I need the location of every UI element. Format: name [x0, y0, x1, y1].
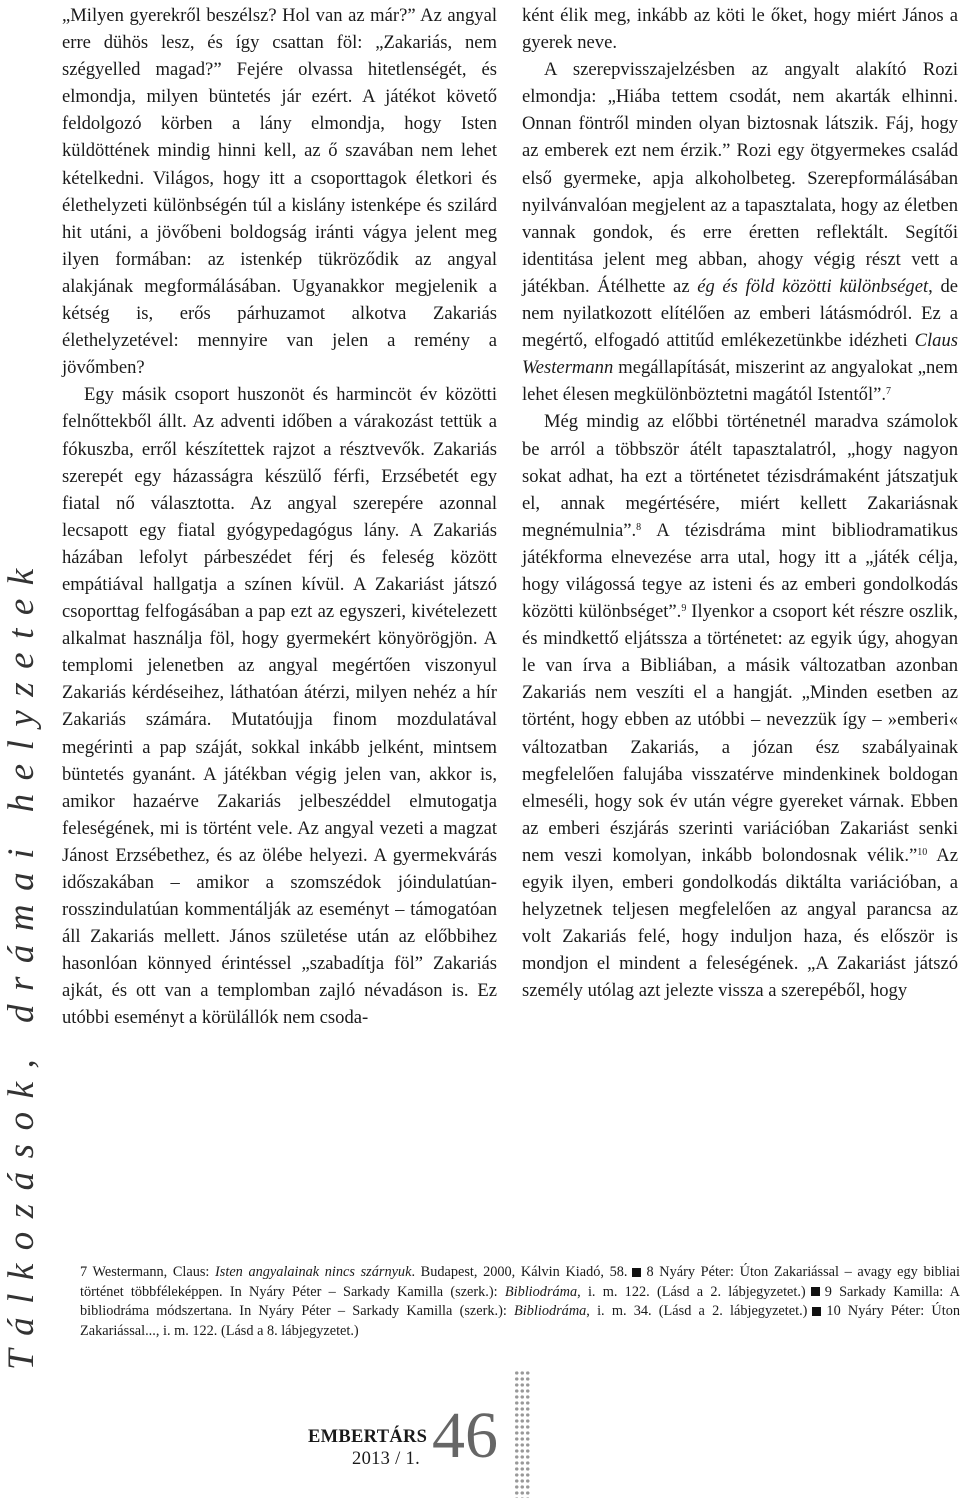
text-run: A tézisdráma mint bibliodramatikus játékforma elnevezése arra utal, hogy itt a „játék célja, hogy világossá tegye az isteni és az emberi gondolkodás közötti különbséget”.	[522, 519, 958, 623]
square-bullet-icon	[811, 1287, 820, 1296]
paragraph: „Milyen gyerekről beszélsz? Hol van az már?” Az angyal erre dühös lesz, és így csattan föl: „Zakariás, nem szégyelled magad?” Fejére olvassa hitetlenségét, és elmondja, milyen büntetés jár ezért. A játékot követő feldolgozó körben a lány elmondja, hogy Isten küldöttének mindig hinni kell, az ő szavában nem lehet kételkedni. Világos, hogy itt a csoporttagok életkori és élethelyzeti különbségén túl a kislány istenképe és szilárd hit utáni, a jövőbeni boldogság iránti vágya jelent meg ilyen formában: az istenkép tükröződik az angyal alakjának megformálásában. Ugyanakkor megjelenik a kétség is, erős párhuzamot alkotva Zakariás élethelyzetével: mennyire van jelen a remény a jövőmben?	[62, 5, 497, 379]
footnote-text: 7 Westermann, Claus:	[80, 1264, 216, 1280]
footnote-10: 10 Nyáry Péter: Úton Zakariással..., i. m. 122. (Lásd a 8. lábjegyzetet.)	[80, 1303, 960, 1339]
page-number: 46	[432, 1399, 498, 1472]
footnote-text: . Budapest, 2000, Kálvin Kiadó, 58.	[411, 1264, 628, 1280]
right-column	[522, 2, 958, 1004]
footnote-7	[80, 1264, 627, 1280]
footnote-ref[interactable]: 10	[917, 846, 928, 858]
footnote-title: Isten angyalainak nincs szárnyuk	[215, 1264, 412, 1280]
paragraph	[522, 56, 958, 408]
footnote-title: Bibliodráma	[514, 1303, 587, 1320]
section-title-vertical: Tálkozások, drámai helyzetek	[1, 555, 42, 1370]
magazine-label	[308, 1426, 428, 1470]
dot-pattern-decoration	[514, 1370, 530, 1498]
magazine-title: EMBERTÁRS	[308, 1427, 428, 1447]
emphasis: ég és föld közötti különbséget	[697, 275, 929, 297]
paragraph: Egy másik csoport huszonöt és harmincöt év közötti felnőttekből állt. Az adventi időben a várakozást tettük a fókuszba, erről készítettek rajzot a résztvevők. Zakariás szerepét egy házasságra készülő férfi, Erzsébetét egy fiatal nő választotta. Az angyal szerepére azonnal lecsapott egy fiatal gyógypedagógus lány. A Zakariás házában lefolyt párbeszédet férj és feleség között empátiával hallgatja a színen kívül. A Zakariást játszó csoporttag felfogásában a pap ezt az egyszeri, kivételezett alkalmat használja föl, hogy gyermekért könyörögjön. A templomi jelenetben az angyal megértően viszonyul Zakariás kérdéseihez, láthatóan átérzi, milyen nehéz a hír Zakariás számára. Mutatóujja finom mozdulatával megérinti a pap száját, sokkal inkább jelként, mintsem büntetés gyanánt. A játékban végig jelen van, akkor is, amikor hazaérve Zakariás jelbeszéddel elmutogatja feleségének, mi is történt vele. Az angyal vezeti a magzat Jánost Erzsébethez, és az ölébe helyezi. A gyermekvárás időszakában – amikor a szomszédok jóindulatúan-rosszindulatúan kommentálják az eseményt – támogatóan áll Zakariás mellett. János születése után az előbbihez hasonlóan könnyed érintéssel „szabadítja föl” Zakariás ajkát, és ott van a templomban zajló névadáson is. Ez utóbbi eseményt a körülállók nem csoda-	[62, 384, 497, 1029]
text-run: Még mindig az előbbi történetnél maradva számolok be arról a többször átélt tapasztalatról, „hogy nagyon sokat adhat, ha ezt a történetet tézisdrámaként játszatjuk el, annak megértésére, miért kellett Zakariásnak megnémulnia”.	[522, 411, 958, 541]
square-bullet-icon	[632, 1268, 641, 1277]
paragraph: ként élik meg, inkább az köti le őket, hogy miért János a gyerek neve.	[522, 5, 958, 54]
text-run: A szerepvisszajelzésben az angyalt alakító Rozi elmondja: „Hiába tettem csodát, nem akarták elhinni. Onnan föntről minden olyan biztosnak látszik. Fáj, hogy az emberek ezt nem érzik.” Rozi egy ötgyermekes család első gyermeke, apja alkoholbeteg. Szerepformálásában nyilvánvalóan megjelent az a tapasztalata, hogy az életben vannak gondok, és erre éretten reflektált. Segítői identitása jelent meg abban, ahogy végig részt vett a játékban. Átélhette az	[522, 59, 958, 297]
issue-number: 2013 / 1.	[352, 1449, 420, 1469]
footnote-text: , i. m. 34. (Lásd a 2. lábjegyzetet.)	[586, 1303, 808, 1320]
footnote-text: 8 Nyáry Péter: Úton Zakariással – avagy egy bibliai történet többféleképpen. In Nyáry Péter – Sarkady Kamilla (szerk.):	[80, 1264, 960, 1300]
footnote-ref[interactable]: 8	[636, 521, 642, 533]
text-run: , de nem nyilatkozott elítélően az emberi látásmódról. Ez a megértő, elfogadó attitűd emlékezetünkbe idézheti	[522, 275, 958, 352]
footnote-text: 9 Sarkady Kamilla: A bibliodráma módszertana. In Nyáry Péter – Sarkady Kamilla (szerk.):	[80, 1283, 960, 1320]
text-run: Ilyenkor a csoport két részre oszlik, és mindkettő eljátssza a történetet: az egyik úgy, ahogyan le van írva a Bibliában, a másik változatban azonban Zakariás nem veszíti el a hangját. „Minden esetben az történt, hogy ebben az utóbbi – nevezzük így – »emberi« változatban Zakariás, a józan ész szabályainak megfelelően falujába visszatérve mindenkinek boldogan elmeséli, hogy sok év után végre gyereket várnak. Ebben az emberi észjárás szerinti variációban Zakariást senki nem veszi komolyan, inkább bolondosnak vélik.”	[522, 601, 959, 866]
footnote-ref[interactable]: 7	[886, 386, 892, 398]
paragraph	[522, 408, 958, 1004]
text-run: Az egyik ilyen, emberi gondolkodás diktálta variációban, a helyzetnek teljesen megfelelően az angyal parancsa az volt Zakariás felé, hogy induljon haza, és először is mondjon el mindent a feleségének. „A Zakariást játszó személy utólag azt jelezte vissza a szerepéből, hogy	[522, 844, 958, 1002]
emphasis: Claus Westermann	[522, 330, 958, 379]
square-bullet-icon	[812, 1307, 821, 1316]
text-run: megállapítását, miszerint az angyalokat „nem lehet élesen megkülönböztetni magától Istentől”.	[522, 357, 958, 406]
footnote-ref[interactable]: 9	[681, 603, 687, 615]
footnote-title: Bibliodráma	[504, 1283, 578, 1300]
footnotes	[80, 1263, 960, 1341]
footnote-text: , i. m. 122. (Lásd a 2. lábjegyzetet.)	[577, 1283, 806, 1300]
left-column	[62, 2, 497, 1032]
